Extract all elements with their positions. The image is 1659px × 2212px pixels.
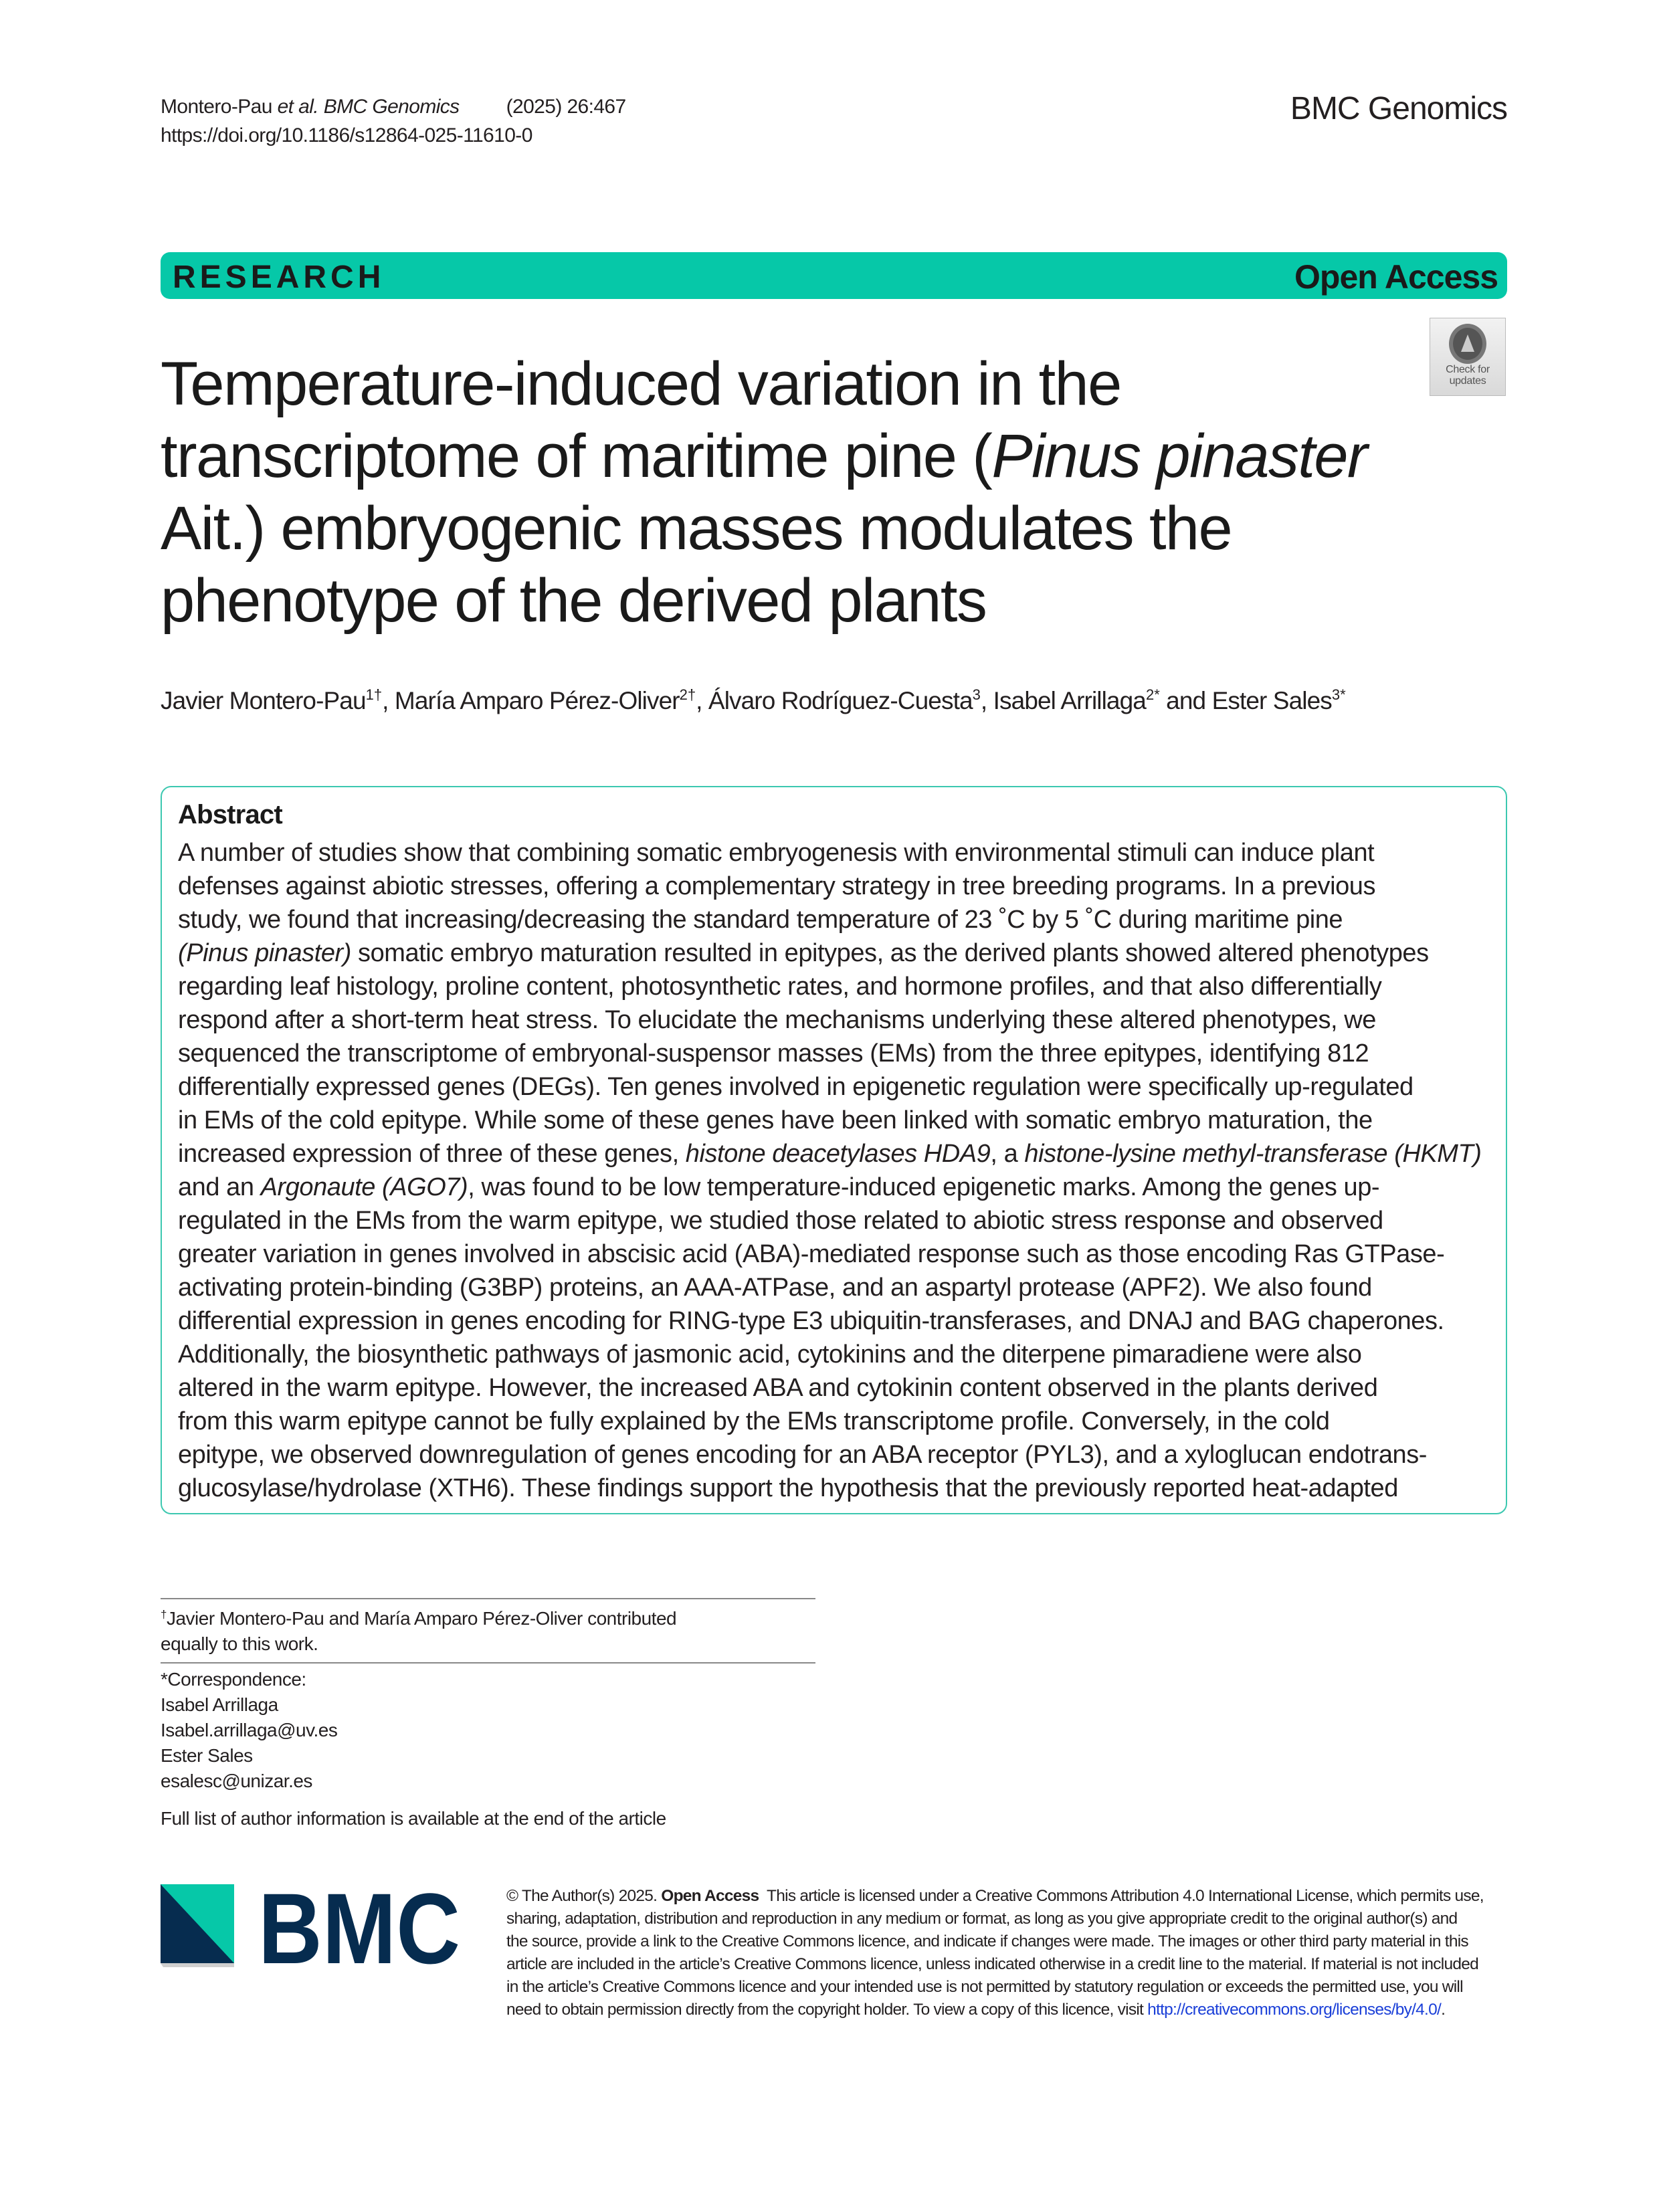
- badge-text-line1: Check for: [1446, 364, 1490, 375]
- abstract-line: [178, 1137, 1481, 1171]
- author-name[interactable]: Isabel Arrillaga: [993, 687, 1146, 714]
- text-segment: differentially expressed genes (DEGs). Ten genes involved in epigenetic regulation were specifically up-regulated: [178, 1073, 1413, 1101]
- text-segment: epitype, we observed downregulation of genes encoding for an ABA receptor (PYL3), and a xyloglucan endotrans-: [178, 1441, 1427, 1469]
- author-affiliation-mark: 1†: [365, 686, 383, 703]
- italic-text: (Pinus pinaster): [178, 939, 351, 967]
- italic-text: histone-lysine methyl-transferase (HKMT): [1024, 1140, 1482, 1168]
- license-line: article are included in the article’s Creative Commons licence, unless indicated otherwise in a credit line to the material. If material is not included: [506, 1955, 1478, 1973]
- correspondent-email[interactable]: Isabel.arrillaga@uv.es: [161, 1720, 338, 1740]
- abstract-line: [178, 1304, 1481, 1338]
- author-separator: ,: [382, 687, 395, 714]
- doi-link[interactable]: https://doi.org/10.1186/s12864-025-11610-0: [161, 124, 532, 146]
- journal-name: BMC Genomics: [1290, 91, 1507, 126]
- article-type: RESEARCH: [173, 260, 385, 295]
- abstract-line: [178, 1237, 1481, 1271]
- text-segment: phenotype of the derived plants: [161, 567, 987, 635]
- author-affiliation-mark: 3: [972, 686, 981, 703]
- title-line: [161, 492, 1367, 565]
- text-segment: regulated in the EMs from the warm epitype, we studied those related to abiotic stress response and observed: [178, 1207, 1383, 1235]
- author-separator: and: [1159, 687, 1212, 714]
- text-segment: sequenced the transcriptome of embryonal-suspensor masses (EMs) from the three epitypes, identifying 812: [178, 1039, 1369, 1068]
- text-segment: regarding leaf histology, proline content, photosynthetic rates, and hormone profiles, and that also differentially: [178, 973, 1382, 1001]
- author-affiliation-mark: 3*: [1331, 686, 1346, 703]
- equal-contribution-note: [161, 1602, 676, 1657]
- license-line: the source, provide a link to the Creative Commons licence, and indicate if changes were made. The images or other third party material in this: [506, 1932, 1468, 1950]
- author-name[interactable]: María Amparo Pérez-Oliver: [394, 687, 680, 714]
- correspondence-label: *Correspondence:: [161, 1669, 306, 1690]
- text-segment: Ait.) embryogenic masses modulates the: [161, 494, 1232, 563]
- crossmark-icon: [1449, 324, 1486, 364]
- author-separator: ,: [980, 687, 993, 714]
- citation-journal: et al. BMC Genomics: [277, 96, 460, 118]
- citation-authors: Montero-Pau: [161, 96, 278, 118]
- text-segment: and an: [178, 1173, 261, 1201]
- license-line: sharing, adaptation, distribution and reproduction in any medium or format, as long as you give appropriate credit to the original author(s) and: [506, 1910, 1458, 1928]
- author-affiliation-mark: 2†: [679, 686, 696, 703]
- abstract-line: [178, 1472, 1481, 1505]
- abstract-line: [178, 936, 1481, 970]
- abstract-line: [178, 836, 1481, 870]
- italic-text: histone deacetylases HDA9: [685, 1140, 991, 1168]
- license-line: in the article’s Creative Commons licence and your intended use is not permitted by statutory regulation or exceeds the permitted use, you will: [506, 1978, 1463, 1996]
- license-line-end: .: [1441, 2001, 1446, 2019]
- italic-text: Argonaute (AGO7): [260, 1173, 468, 1201]
- text-segment: , was found to be low temperature-induced epigenetic marks. Among the genes up-: [468, 1173, 1380, 1201]
- author-name[interactable]: Javier Montero-Pau: [161, 687, 366, 714]
- correspondence-divider: [161, 1662, 815, 1664]
- abstract-line: [178, 970, 1481, 1003]
- license-line: need to obtain permission directly from the copyright holder. To view a copy of this licence, visit: [506, 2001, 1148, 2019]
- dagger-mark: †: [161, 1608, 167, 1621]
- footnote-line: equally to this work.: [161, 1633, 318, 1654]
- abstract-line: [178, 1171, 1481, 1204]
- correspondent-name: Ester Sales: [161, 1745, 253, 1766]
- license-link[interactable]: http://creativecommons.org/licenses/by/4.0/: [1147, 2001, 1442, 2019]
- correspondent-email[interactable]: esalesc@unizar.es: [161, 1771, 312, 1791]
- abstract-line: [178, 903, 1481, 936]
- abstract-line: [178, 1371, 1481, 1405]
- text-segment: in EMs of the cold epitype. While some of these genes have been linked with somatic embryo maturation, the: [178, 1106, 1373, 1134]
- abstract-line: [178, 870, 1481, 903]
- text-segment: defenses against abiotic stresses, offering a complementary strategy in tree breeding programs. In a previous: [178, 872, 1375, 900]
- title-line: [161, 565, 1367, 637]
- abstract-line: [178, 1070, 1481, 1104]
- text-segment: Additionally, the biosynthetic pathways of jasmonic acid, cytokinins and the diterpene pimaradiene were also: [178, 1340, 1362, 1369]
- citation-line: [161, 96, 626, 118]
- abstract-line: [178, 1037, 1481, 1070]
- text-segment: study, we found that increasing/decreasing the standard temperature of 23 ˚C by 5 ˚C during maritime pine: [178, 906, 1343, 934]
- logo-text: BMC: [258, 1872, 460, 1985]
- abstract-line: [178, 1438, 1481, 1472]
- citation-volume: (2025) 26:467: [506, 96, 626, 118]
- license-line: This article is licensed under a Creative Commons Attribution 4.0 International License, which permits use,: [759, 1887, 1484, 1905]
- check-for-updates-badge[interactable]: [1430, 318, 1506, 396]
- text-segment: altered in the warm epitype. However, the increased ABA and cytokinin content observed in the plants derived: [178, 1374, 1378, 1402]
- author-list: [161, 686, 1346, 715]
- title-line: [161, 420, 1367, 492]
- text-segment: differential expression in genes encoding for RING-type E3 ubiquitin-transferases, and DNAJ and BAG chaperones.: [178, 1307, 1444, 1335]
- author-affiliation-mark: 2*: [1145, 686, 1160, 703]
- article-type-banner: [161, 252, 1507, 299]
- text-segment: , a: [990, 1140, 1025, 1168]
- bmc-logo: [161, 1872, 462, 1985]
- text-segment: Temperature-induced variation in the: [161, 350, 1121, 418]
- open-access-label: Open Access: [1294, 258, 1498, 296]
- text-segment: glucosylase/hydrolase (XTH6). These findings support the hypothesis that the previously reported heat-adapted: [178, 1474, 1398, 1502]
- abstract-heading: Abstract: [178, 800, 282, 829]
- author-separator: ,: [696, 687, 708, 714]
- text-segment: activating protein-binding (G3BP) proteins, an AAA-ATPase, and an aspartyl protease (APF2). We also found: [178, 1274, 1372, 1302]
- copyright-notice: © The Author(s) 2025.: [506, 1887, 662, 1905]
- correspondence-block: [161, 1667, 337, 1794]
- title-line: [161, 348, 1367, 420]
- open-access-bold: Open Access: [661, 1887, 759, 1905]
- text-segment: from this warm epitype cannot be fully explained by the EMs transcriptome profile. Conversely, in the cold: [178, 1407, 1330, 1435]
- text-segment: greater variation in genes involved in abscisic acid (ABA)-mediated response such as those encoding Ras GTPase-: [178, 1240, 1445, 1268]
- abstract-line: [178, 1338, 1481, 1371]
- footnote-line: Javier Montero-Pau and María Amparo Pérez-Oliver contributed: [166, 1608, 677, 1629]
- abstract-line: [178, 1104, 1481, 1137]
- text-segment: respond after a short-term heat stress. To elucidate the mechanisms underlying these altered phenotypes, we: [178, 1006, 1376, 1034]
- abstract-line: [178, 1405, 1481, 1438]
- abstract-line: [178, 1271, 1481, 1304]
- logo-shadow: [161, 1963, 234, 1967]
- abstract-line: [178, 1204, 1481, 1237]
- text-segment: increased expression of three of these genes,: [178, 1140, 686, 1168]
- text-segment: transcriptome of maritime pine (: [161, 422, 992, 490]
- article-title: [161, 348, 1367, 637]
- abstract-line: [178, 1003, 1481, 1037]
- author-name[interactable]: Ester Sales: [1211, 687, 1332, 714]
- license-text: [506, 1885, 1484, 2021]
- italic-text: Pinus pinaster: [991, 422, 1367, 490]
- text-segment: somatic embryo maturation resulted in epitypes, as the derived plants showed altered phenotypes: [351, 939, 1429, 967]
- badge-text-line2: updates: [1449, 375, 1486, 387]
- author-info-note: Full list of author information is available at the end of the article: [161, 1808, 666, 1829]
- abstract-text: [178, 836, 1481, 1505]
- author-name[interactable]: Álvaro Rodríguez-Cuesta: [708, 687, 973, 714]
- correspondent-name: Isabel Arrillaga: [161, 1694, 278, 1715]
- footnote-divider: [161, 1598, 815, 1599]
- text-segment: A number of studies show that combining somatic embryogenesis with environmental stimuli can induce plant: [178, 839, 1375, 867]
